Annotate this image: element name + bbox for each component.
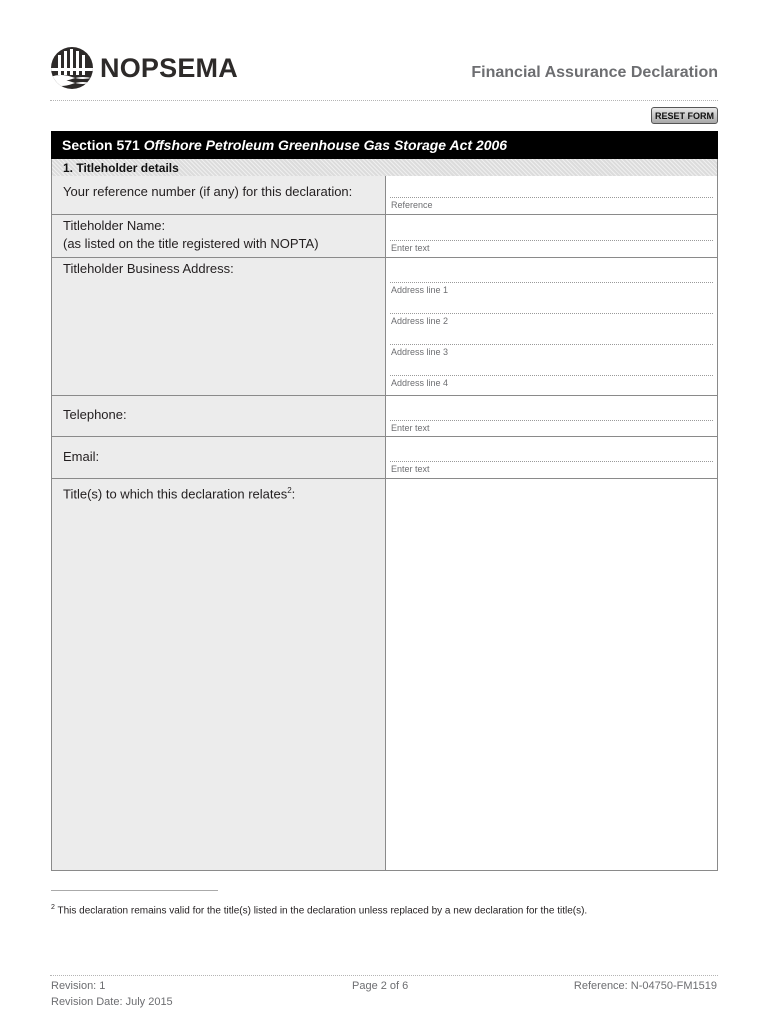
- titles-label-suffix: :: [291, 486, 296, 502]
- address-line-1-field-line: [390, 282, 713, 283]
- reference-label: Your reference number (if any) for this declaration:: [63, 184, 353, 199]
- reference-placeholder: Reference: [391, 200, 433, 210]
- reset-form-button[interactable]: RESET FORM: [651, 107, 718, 124]
- address-line-4-placeholder: Address line 4: [391, 378, 449, 388]
- address-line-2-field-line: [390, 313, 713, 314]
- titles-label-text: Title(s) to which this declaration relates: [63, 486, 288, 502]
- label-column: [51, 176, 385, 871]
- email-field-line: [390, 461, 713, 462]
- titles-label: [63, 481, 295, 503]
- footer-reference: Reference: N-04750-FM1519: [573, 980, 717, 992]
- address-line-2-placeholder: Address line 2: [391, 316, 449, 326]
- titles-footnote-mark: 2: [287, 486, 292, 495]
- footer-revision: Revision: 1: [51, 980, 106, 992]
- email-input[interactable]: [389, 451, 714, 477]
- footer-divider: [50, 975, 718, 976]
- logo-wordmark: NOPSEMA: [100, 52, 238, 83]
- telephone-label: Telephone:: [63, 407, 127, 422]
- titleholder-name-input[interactable]: [389, 228, 714, 254]
- titleholder-name-sublabel: (as listed on the title registered with NOPTA): [63, 236, 319, 251]
- address-line-1-placeholder: Address line 1: [391, 285, 449, 295]
- reference-input[interactable]: [389, 186, 714, 212]
- document-title: Financial Assurance Declaration: [471, 64, 718, 81]
- footer-revision-date: Revision Date: July 2015: [51, 996, 173, 1008]
- titleholder-name-label: Titleholder Name:: [63, 218, 166, 233]
- address-line-4-field-line: [390, 375, 713, 376]
- address-line-3-placeholder: Address line 3: [391, 347, 449, 357]
- email-label: Email:: [63, 449, 100, 464]
- row-divider: [51, 436, 718, 437]
- telephone-field-line: [390, 420, 713, 421]
- subsection-heading: 1. Titleholder details: [51, 159, 718, 176]
- footnote-rule: [51, 890, 218, 891]
- footnote-mark: 2: [51, 904, 55, 911]
- footnote: [51, 904, 587, 916]
- row-divider: [51, 478, 718, 479]
- nopsema-logo: [50, 46, 265, 90]
- act-name: Offshore Petroleum Greenhouse Gas Storage Act 2006: [143, 137, 508, 153]
- row-divider: [51, 214, 718, 215]
- row-divider: [51, 395, 718, 396]
- section-prefix: Section 571: [62, 137, 144, 153]
- titles-text-area[interactable]: [386, 480, 717, 870]
- telephone-placeholder: Enter text: [391, 423, 430, 433]
- email-placeholder: Enter text: [391, 464, 430, 474]
- row-divider: [51, 257, 718, 258]
- footer-page-number: Page 2 of 6: [352, 980, 409, 992]
- nopsema-logo-icon: [50, 46, 94, 90]
- business-address-label: Titleholder Business Address:: [63, 261, 234, 276]
- header-divider: [50, 100, 718, 101]
- section-heading: [51, 131, 718, 159]
- titleholder-name-placeholder: Enter text: [391, 243, 430, 253]
- telephone-input[interactable]: [389, 410, 714, 436]
- footnote-text: This declaration remains valid for the title(s) listed in the declaration unless replaced by a new declaration for the title(s).: [54, 905, 588, 917]
- address-line-3-field-line: [390, 344, 713, 345]
- titleholder-name-field-line: [390, 240, 713, 241]
- reference-field-line: [390, 197, 713, 198]
